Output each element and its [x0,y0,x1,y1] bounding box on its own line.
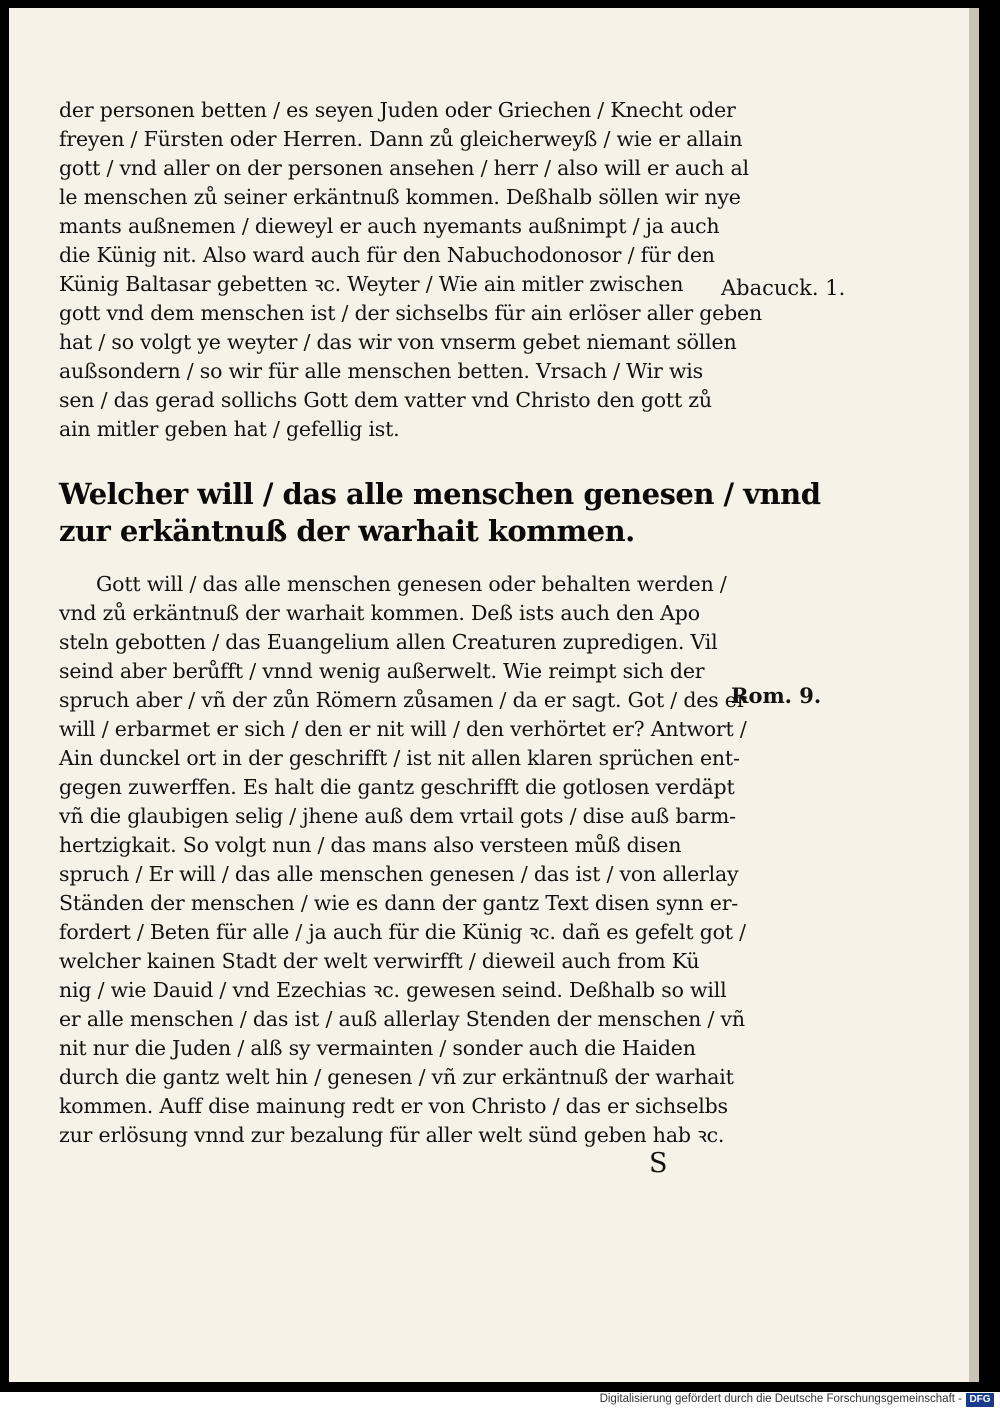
text-line: will / erbarmet er sich / den er nit will / den verhörtet er? Antwort / [59,717,747,741]
text-line: gott / vnd aller on der personen ansehen / herr / also will er auch al [59,156,749,180]
heading-line: Welcher will / das alle menschen genesen / vnnd [59,477,821,511]
text-line: Ständen der menschen / wie es dann der gantz Text disen synn er- [59,891,739,915]
text-line: zur erlösung vnnd zur bezalung für aller welt sünd geben hab ꝛc. [59,1123,725,1147]
text-line: spruch aber / vñ der zůn Römern zůsamen / da er sagt. Got / des er [59,688,747,712]
paragraph-2 [59,570,747,1150]
text-line: freyen / Fürsten oder Herren. Dann zů gleicherweyß / wie er allain [59,127,743,151]
text-line: sen / das gerad sollichs Gott dem vatter vnd Christo den gott zů [59,388,712,412]
section-heading [59,476,821,550]
text-line: Gott will / das alle menschen genesen oder behalten werden / [96,572,727,596]
text-line: er alle menschen / das ist / auß allerlay Stenden der menschen / vñ [59,1007,745,1031]
text-line: durch die gantz welt hin / genesen / vñ zur erkäntnuß der warhait [59,1065,734,1089]
text-line: nig / wie Dauid / vnd Ezechias ꝛc. gewesen seind. Deßhalb so will [59,978,727,1002]
footer-credit: Digitalisierung gefördert durch die Deutsche Forschungsgemeinschaft - [599,1393,962,1405]
text-line: le menschen zů seiner erkäntnuß kommen. Deßhalb söllen wir nye [59,185,741,209]
text-line: der personen betten / es seyen Juden oder Griechen / Knecht oder [59,98,736,122]
text-line: steln gebotten / das Euangelium allen Creaturen zupredigen. Vil [59,630,718,654]
margin-note-abacuck: Abacuck. 1. [721,276,846,300]
heading-line: zur erkäntnuß der warhait kommen. [59,514,635,548]
text-line: vñ die glaubigen selig / jhene auß dem vrtail gots / dise auß barm- [59,804,736,828]
book-page [9,8,979,1382]
text-line: welcher kainen Stadt der welt verwirfft / dieweil auch from Kü [59,949,700,973]
dfg-logo: DFG [966,1393,994,1407]
footer-bar [0,1392,1000,1410]
text-line: seind aber berůfft / vnnd wenig außerwelt. Wie reimpt sich der [59,659,705,683]
text-line: hertzigkait. So volgt nun / das mans also versteen můß disen [59,833,682,857]
text-line: gegen zuwerffen. Es halt die gantz geschrifft die gotlosen verdäpt [59,775,735,799]
text-line: Künig Baltasar gebetten ꝛc. Weyter / Wie ain mitler zwischen [59,272,684,296]
text-line: hat / so volgt ye weyter / das wir von vnserm gebet niemant söllen [59,330,737,354]
text-line: nit nur die Juden / alß sy vermainten / sonder auch die Haiden [59,1036,696,1060]
text-line: Ain dunckel ort in der geschrifft / ist nit allen klaren sprüchen ent- [59,746,740,770]
text-line: vnd zů erkäntnuß der warhait kommen. Deß ists auch den Apo [59,601,700,625]
text-line: spruch / Er will / das alle menschen genesen / das ist / von allerlay [59,862,739,886]
margin-note-rom: Rom. 9. [731,683,822,708]
text-line: außsondern / so wir für alle menschen betten. Vrsach / Wir wis [59,359,703,383]
text-line: ain mitler geben hat / gefellig ist. [59,417,400,441]
text-line: mants außnemen / dieweyl er auch nyemants außnimpt / ja auch [59,214,720,238]
paragraph-1 [59,96,762,444]
text-line: gott vnd dem menschen ist / der sichselbs für ain erlöser aller geben [59,301,762,325]
catchword: S [649,1148,668,1179]
text-line: die Künig nit. Also ward auch für den Nabuchodonosor / für den [59,243,715,267]
text-line: kommen. Auff dise mainung redt er von Christo / das er sichselbs [59,1094,728,1118]
text-line: fordert / Beten für alle / ja auch für die Künig ꝛc. dañ es gefelt got / [59,920,746,944]
